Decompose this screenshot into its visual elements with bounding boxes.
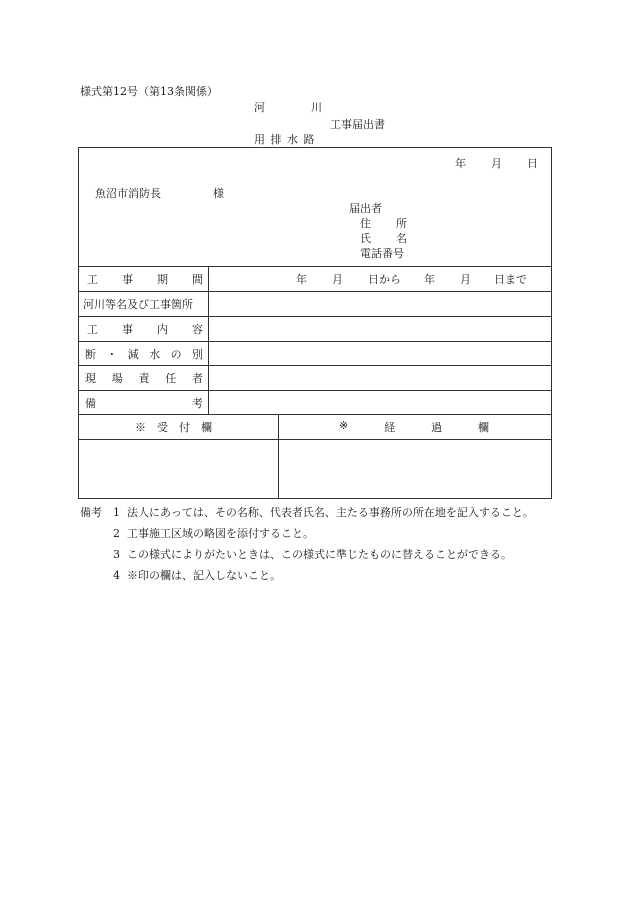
bottom-column-divider [278,414,279,499]
progress-header-char: 欄 [477,421,489,434]
form-table [78,147,552,499]
rule [79,439,551,440]
applicant-label: 届出者 [349,202,382,215]
content-label [87,321,203,337]
manager-label-char: 任 [165,372,177,385]
period-label-char: 事 [122,273,133,286]
name-label-b: 名 [396,232,407,245]
page-title: 工事届出書 [330,118,385,131]
remarks-label-char: 考 [192,397,203,410]
remarks-label-char: 備 [85,397,96,410]
cutoff-label-char: 水 [149,348,161,361]
note-number: 1 [113,506,120,519]
progress-header-char: 経 [384,421,396,434]
note-item [80,523,534,544]
period-label-char: 間 [192,273,203,286]
phone-label: 電話番号 [360,247,404,260]
note-item [80,565,534,586]
remarks-label [85,395,203,411]
cutoff-label-char: の [170,348,182,361]
rule [79,365,551,366]
period-label-char: 工 [87,273,98,286]
note-text: この様式によりがたいときは、この様式に準じたものに替えることができる。 [127,548,512,561]
progress-header-char: ※ [339,419,349,432]
note-item [80,502,534,523]
period-from-day: 日から [368,273,401,286]
content-label-char: 内 [157,323,168,336]
rule [79,414,551,415]
note-number: 4 [113,569,120,582]
address-label-b: 所 [396,217,407,230]
period-to-day: 日まで [494,273,527,286]
cutoff-label-char: 減 [127,348,139,361]
reception-column-header: ※ 受 付 欄 [135,421,212,434]
note-text: 法人にあっては、その名称、代表者氏名、主たる事務所の所在地を記入すること。 [127,506,534,519]
cutoff-label [85,346,203,362]
note-text: ※印の欄は、記入しないこと。 [127,569,281,582]
manager-label-char: 責 [138,372,150,385]
title-drainage: 用 排 水 路 [254,133,316,146]
title-river-right: 川 [311,101,322,114]
notes-section [80,502,534,586]
content-label-char: 工 [87,323,98,336]
site-manager-label [85,370,203,386]
name-label-a: 氏 [360,232,371,245]
note-number: 2 [113,527,120,540]
cutoff-label-char: 別 [191,348,203,361]
rule [79,316,551,317]
date-month: 月 [491,157,502,170]
period-to-year: 年 [424,273,435,286]
title-river-left: 河 [254,101,265,114]
progress-column-header [339,419,489,435]
cutoff-label-char: 断 [85,348,96,361]
content-label-char: 容 [192,323,203,336]
period-label [87,271,203,287]
progress-header-char: 過 [431,421,443,434]
date-day: 日 [527,157,538,170]
rule [79,341,551,342]
rule [79,390,551,391]
form-number: 様式第12号（第13条関係） [80,85,218,98]
addressee-honorific: 様 [213,187,224,200]
manager-label-char: 場 [111,372,123,385]
rule [79,266,551,267]
manager-label-char: 現 [85,372,96,385]
rule [79,291,551,292]
notes-lead: 備考 [80,506,102,519]
note-number: 3 [113,548,120,561]
river-location-label: 河川等名及び工事箇所 [83,298,193,311]
addressee: 魚沼市消防長 [95,187,161,200]
content-label-char: 事 [122,323,133,336]
period-to-month: 月 [460,273,471,286]
note-text: 工事施工区域の略図を添付すること。 [127,527,314,540]
note-item [80,544,534,565]
period-from-month: 月 [332,273,343,286]
label-column-divider [208,266,209,414]
manager-label-char: 者 [192,372,203,385]
address-label-a: 住 [360,217,371,230]
period-from-year: 年 [296,273,307,286]
date-year: 年 [455,157,466,170]
cutoff-label-char: ・ [106,348,118,361]
period-label-char: 期 [157,273,168,286]
